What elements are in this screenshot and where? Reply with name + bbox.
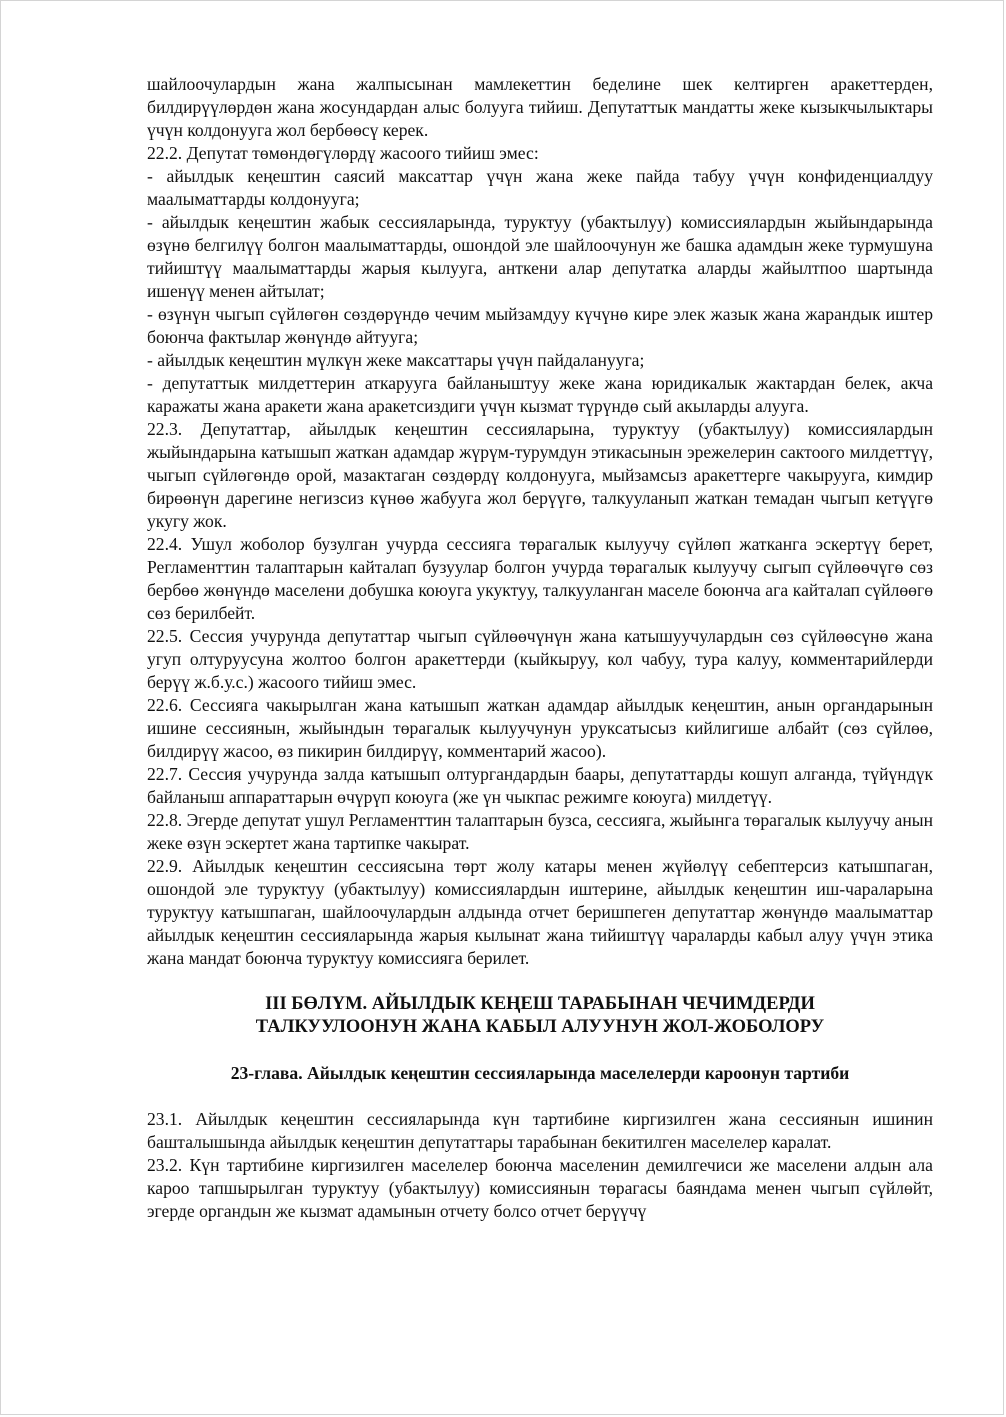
- list-item: - айылдык кеңештин саясий максаттар үчүн жана жеке пайда табуу үчүн конфиденциалдуу маалыматтарды колдонууга;: [147, 166, 933, 209]
- section-title-line-2: ТАЛКУУЛООНУН ЖАНА КАБЫЛ АЛУУНУН ЖОЛ-ЖОБОЛОРУ: [255, 1017, 825, 1037]
- list-item: - айылдык кеңештин мүлкүн жеке максаттары үчүн пайдаланууга;: [147, 350, 645, 370]
- list-item: - депутаттык милдеттерин аткарууга байланыштуу жеке жана юридикалык жактардан белек, акча каражаты жана аракети жана аракетсиздиги үчүн кызмат түрүндө сый акыларды алууга.: [147, 373, 933, 416]
- paragraph: шайлоочулардын жана жалпысынан мамлекеттин беделине шек келтирген аракеттерден, билдирүүлөрдөн жана жосундардан алыс болууга тийиш. Депутаттык мандатты жеке кызыкчылыктары үчүн колдонууга жол бербөөсү керек.: [147, 74, 933, 140]
- section-title: [147, 993, 933, 1039]
- paragraph-23-2: 23.2. Күн тартибине киргизилген маселелер боюнча маселенин демилгечиси же маселени алдын ала кароо тапшырылган туруктуу (убактылуу) комиссиянын төрагасы баяндама менен чыгып сүйлөйт, эгерде органдын же кызмат адамынын отчету болсо отчет берүүчү: [147, 1155, 933, 1221]
- paragraph-22-7: 22.7. Сессия учурунда залда катышып олтургандардын баары, депутаттарды кошуп алганда, түйүндүк байланыш аппараттарын өчүрүп коюуга (же үн чыкпас режимге коюуга) милдетүү.: [147, 764, 933, 807]
- paragraph-22-3: 22.3. Депутаттар, айылдык кеңештин сессияларына, туруктуу (убактылуу) комиссиялардын жыйындарына катышып жаткан адамдар жүрүм-турумдун этикасынын эрежелерин сактоого милдеттүү, чыгып сүйлөгөндө орой, мазактаган сөздөрдү колдонууга, мыйзамсыз аракеттерге чакырууга, кимдир бирөөнүн дарегине негизсиз күнөө жабууга жол берүүгө, талкууланып жаткан темадан чыгып кетүүгө укугу жок.: [147, 419, 933, 531]
- paragraph-22-9: 22.9. Айылдык кеңештин сессиясына төрт жолу катары менен жүйөлүү себептерсиз катышпаган, ошондой эле туруктуу (убактылуу) комиссиялардын иштерине, айылдык кеңештин иш-чараларына туруктуу катышпаган, шайлоочулардын алдында отчет беришпеген депутаттар жөнүндө маалыматтар айылдык кеңештин сессияларында жарыя кылынат жана тийиштүү чараларды кабыл алуу үчүн этика жана мандат боюнча туруктуу комиссияга берилет.: [147, 856, 933, 968]
- paragraph-22-8: 22.8. Эгерде депутат ушул Регламенттин талаптарын бузса, сессияга, жыйынга төрагалык кылуучу анын жеке өзүн эскертет жана тартипке чакырат.: [147, 810, 933, 853]
- paragraph-22-5: 22.5. Сессия учурунда депутаттар чыгып сүйлөөчүнүн жана катышуучулардын сөз сүйлөөсүнө жана угуп олтуруусуна жолтоо болгон аракеттерди (кыйкыруу, кол чабуу, тура калуу, комментарийлерди берүү ж.б.у.с.) жасоого тийиш эмес.: [147, 626, 933, 692]
- list-item: - айылдык кеңештин жабык сессияларында, туруктуу (убактылуу) комиссиялардын жыйындарында өзүнө белгилүү болгон маалыматтарды, ошондой эле шайлоочунун же башка адамдын жеке турмушуна тийиштүү маалыматтарды жарыя кылууга, анткени алар депутатка аларды жайылтпоо шартында ишенүү менен айтылат;: [147, 212, 933, 301]
- paragraph-22-4: 22.4. Ушул жоболор бузулган учурда сессияга төрагалык кылуучу сүйлөп жатканга эскертүү берет, Регламенттин талаптарын кайталап бузуулар болгон учурда төрагалык кылуучу сыгып сүйлөөчүгө сөз бербөө жөнүндө маселени добушка коюуга укуктуу, талкууланган маселе боюнча ага кайталап сүйлөөгө сөз берилбейт.: [147, 534, 933, 623]
- chapter-title: 23-глава. Айылдык кеңештин сессияларында маселелерди кароонун тартиби: [230, 1063, 850, 1083]
- section-title-line-1: III БӨЛҮМ. АЙЫЛДЫК КЕҢЕШ ТАРАБЫНАН ЧЕЧИМДЕРДИ: [265, 994, 815, 1014]
- list-item: - өзүнүн чыгып сүйлөгөн сөздөрүндө чечим мыйзамдуу күчүнө кире элек жазык жана жарандык иштер боюнча фактылар жөнүндө айтууга;: [147, 304, 933, 347]
- paragraph-23-1: 23.1. Айылдык кеңештин сессияларында күн тартибине киргизилген жана сессиянын ишинин башталышында айылдык кеңештин депутаттары тарабынан бекитилген маселелер каралат.: [147, 1109, 933, 1152]
- document-body: [147, 73, 933, 1223]
- paragraph-22-2: 22.2. Депутат төмөндөгүлөрдү жасоого тийиш эмес:: [147, 143, 539, 163]
- paragraph-22-6: 22.6. Сессияга чакырылган жана катышып жаткан адамдар айылдык кеңештин, анын органдарынын ишине сессиянын, жыйындын төрагалык кылуучунун уруксатысыз кийлигише албайт (сөз сүйлөө, билдирүү жасоо, өз пикирин билдирүү, комментарий жасоо).: [147, 695, 933, 761]
- chapter-body: [147, 1108, 933, 1223]
